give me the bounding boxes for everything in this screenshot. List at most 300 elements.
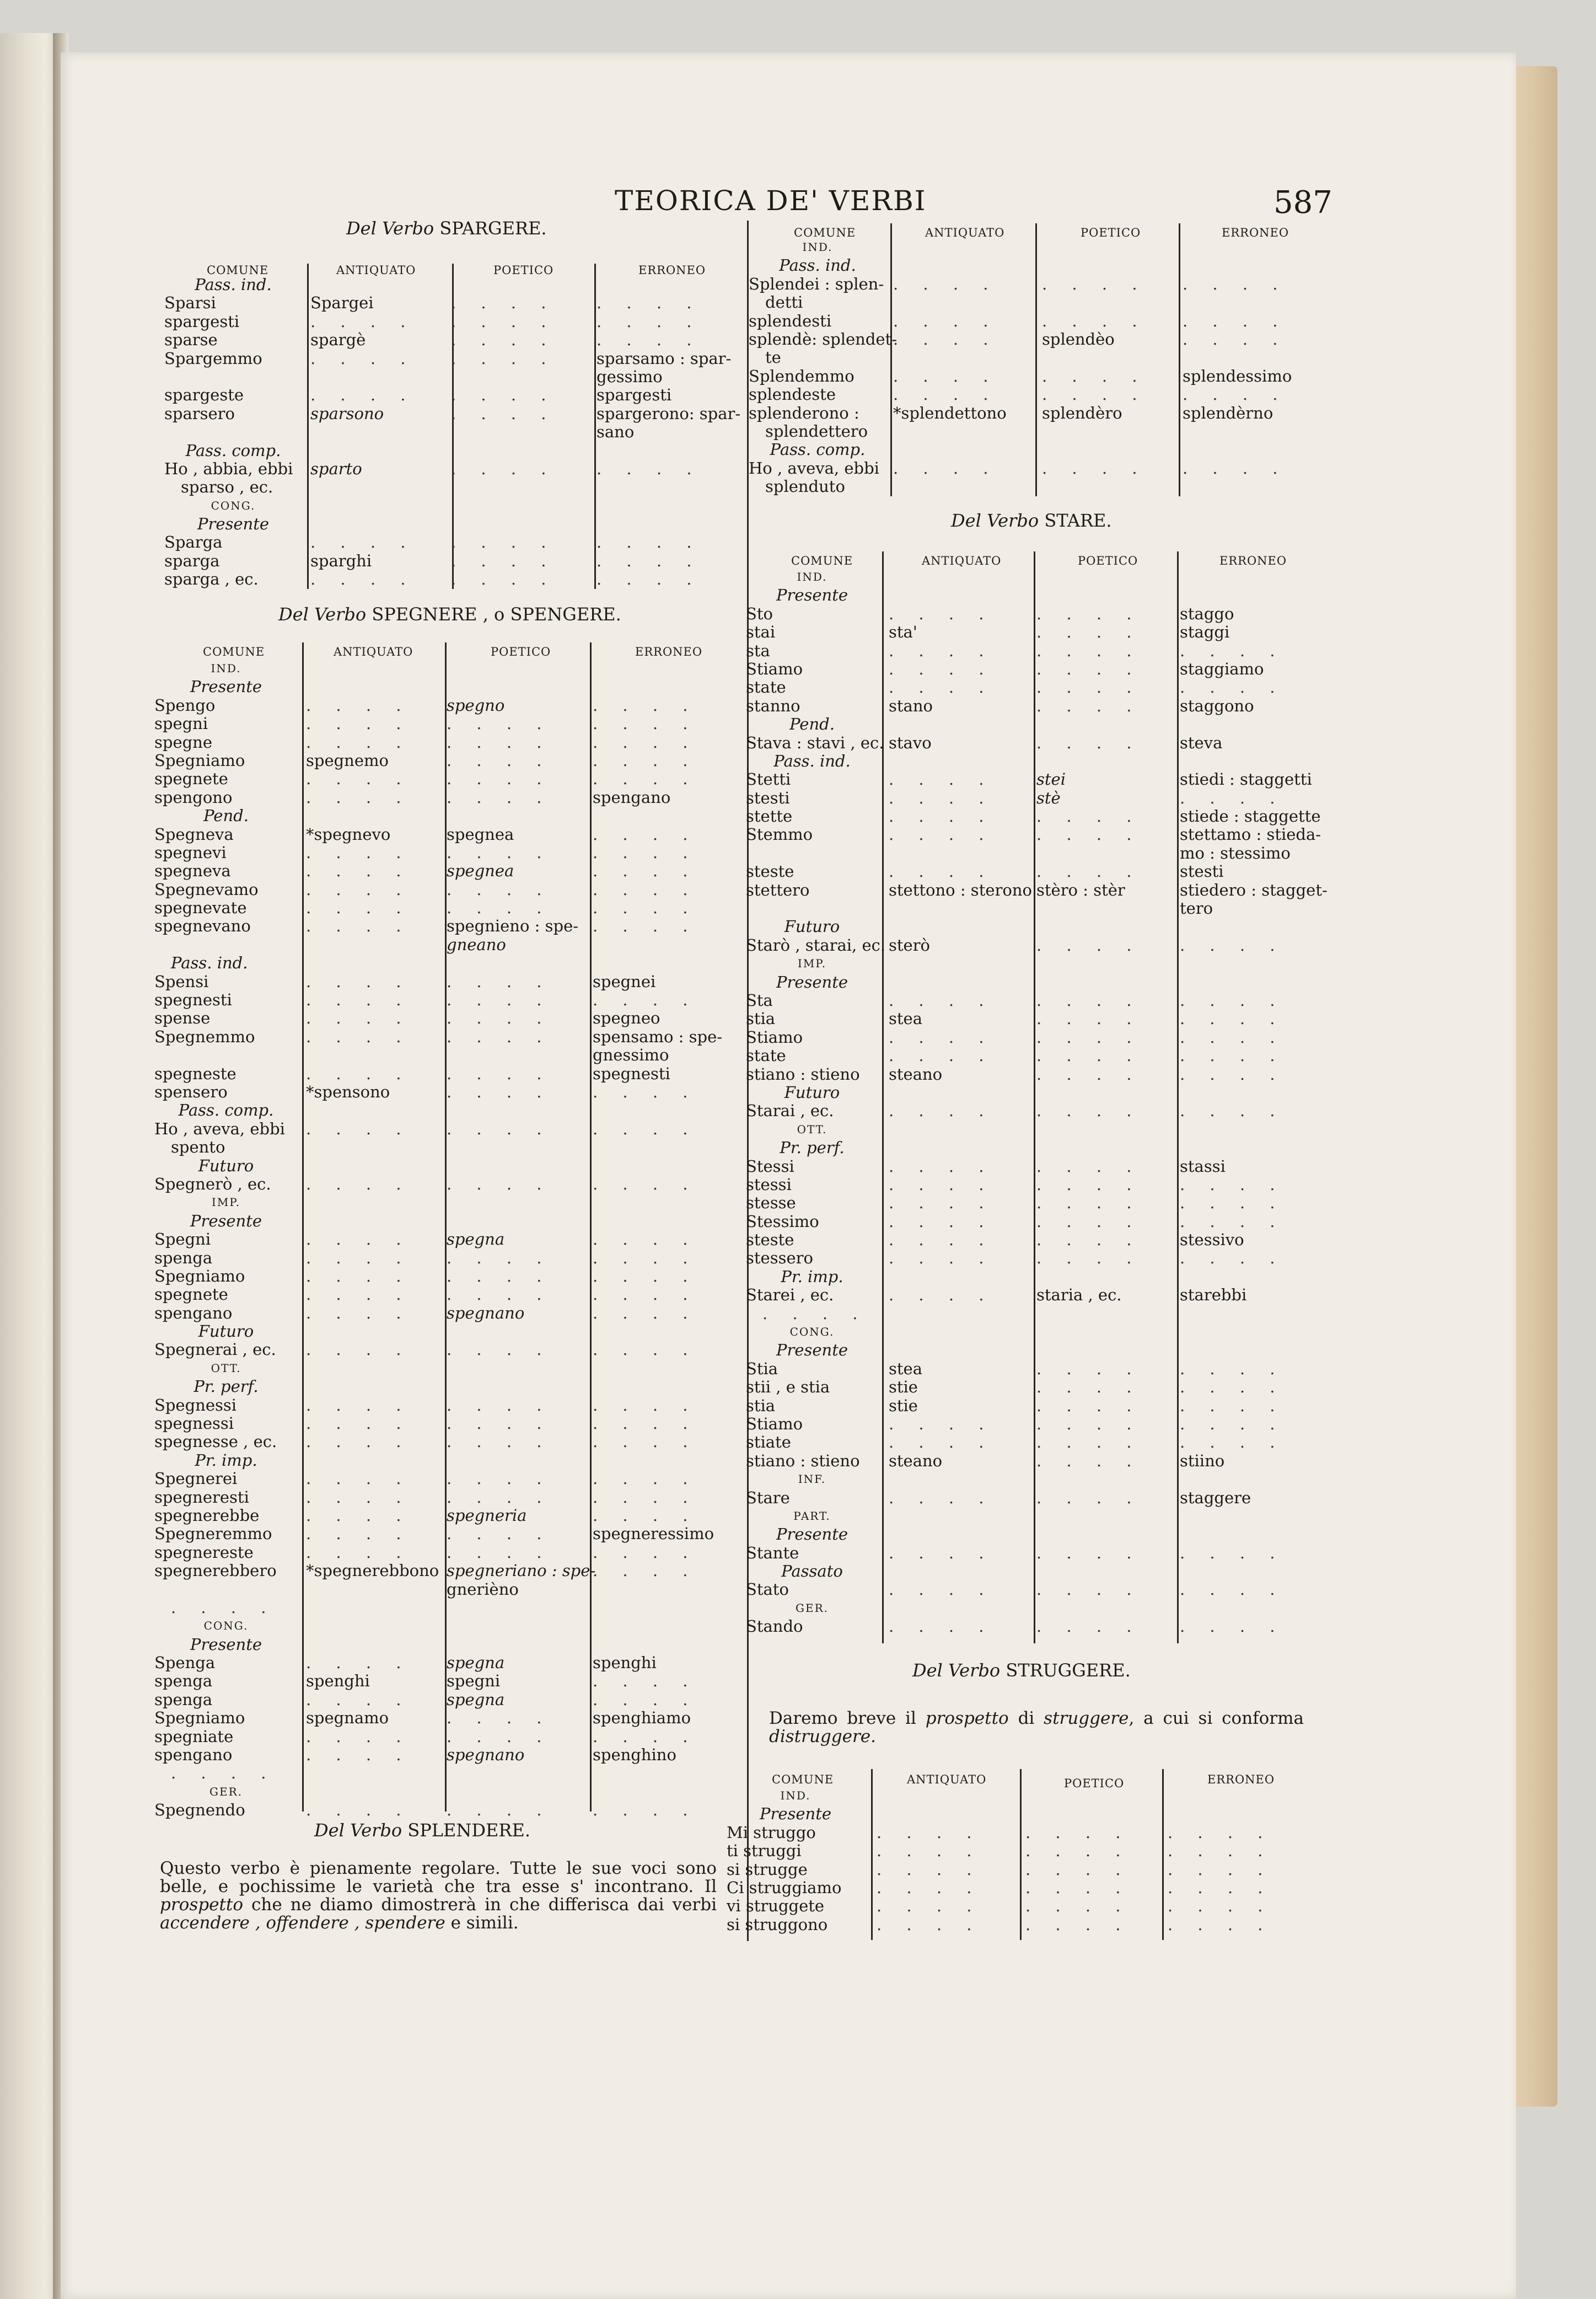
- form-comune: spenga: [154, 1690, 213, 1709]
- form-poetico: . . . .: [447, 1395, 552, 1414]
- form-comune: Ci struggiamo: [727, 1878, 842, 1897]
- form-poetico: . . . .: [1036, 1248, 1142, 1268]
- col-header-antiquato: ANTIQUATO: [907, 1773, 987, 1786]
- form-antiquato: . . . .: [889, 1046, 994, 1065]
- form-comune: Starai , ec.: [746, 1101, 834, 1121]
- form-poetico: . . . .: [447, 1469, 552, 1488]
- form-antiquato: spenghi: [306, 1671, 370, 1691]
- col-header-comune: COMUNE: [791, 554, 853, 567]
- col-header-erroneo: ERRONEO: [1222, 226, 1289, 239]
- form-antiquato: . . . .: [889, 1101, 994, 1121]
- form-comune: spegnevano: [154, 917, 251, 936]
- section-title-struggere: Del Verbo STRUGGERE.: [912, 1660, 1131, 1681]
- form-erroneo: . . . .: [593, 880, 698, 899]
- form-comune: sta: [746, 641, 770, 660]
- form-comune: Stia: [746, 1359, 778, 1378]
- form-poetico: spegno: [447, 695, 505, 715]
- col-header-antiquato: ANTIQUATO: [925, 226, 1005, 239]
- form-erroneo: sparsamo : spar-: [597, 349, 732, 368]
- form-antiquato: . . . .: [306, 843, 411, 862]
- col-header-comune: COMUNE: [772, 1773, 834, 1786]
- form-antiquato: . . . .: [306, 990, 411, 1010]
- form-poetico: . . . .: [447, 990, 552, 1010]
- form-comune: steste: [746, 862, 794, 881]
- form-comune: Spegnerei: [154, 1469, 238, 1488]
- form-comune: stiano : stieno: [746, 1064, 860, 1084]
- form-antiquato: . . . .: [877, 1915, 982, 1934]
- form-erroneo: . . . .: [593, 1727, 698, 1746]
- form-erroneo: . . . .: [593, 824, 698, 844]
- form-comune: stessero: [746, 1248, 813, 1268]
- form-erroneo: staggi: [1180, 623, 1230, 642]
- form-antiquato: . . . .: [889, 788, 994, 807]
- form-erroneo: staggiamo: [1180, 659, 1264, 678]
- form-comune: stettero: [746, 880, 810, 899]
- form-antiquato: stie: [889, 1378, 918, 1397]
- section-title-spargere: Del Verbo SPARGERE.: [346, 218, 547, 239]
- form-comune: spegnete: [154, 769, 228, 789]
- form-comune: state: [746, 1046, 786, 1065]
- form-antiquato: *spensono: [306, 1082, 390, 1101]
- form-erroneo: . . . .: [1180, 1359, 1285, 1378]
- form-erroneo: . . . .: [1180, 1433, 1285, 1452]
- column-rule: [302, 642, 304, 1812]
- form-poetico: . . . .: [451, 349, 556, 368]
- form-antiquato: spargè: [310, 330, 366, 350]
- form-comune: Stava : stavi , ec.: [746, 733, 884, 752]
- form-antiquato: . . . .: [306, 1505, 411, 1525]
- form-comune: Stando: [746, 1617, 803, 1636]
- form-erroneo: . . . .: [593, 1671, 698, 1691]
- form-poetico: . . . .: [447, 1027, 552, 1046]
- form-antiquato: . . . .: [306, 1119, 411, 1138]
- form-comune: stii , e stia: [746, 1378, 830, 1397]
- form-erroneo: . . . .: [1168, 1841, 1273, 1861]
- form-erroneo: . . . .: [597, 293, 702, 313]
- form-poetico: . . . .: [447, 1340, 552, 1359]
- form-erroneo: . . . .: [593, 898, 698, 918]
- tense-heading: Presente: [776, 1341, 848, 1360]
- form-antiquato: . . . .: [306, 1064, 411, 1083]
- form-poetico: . . . .: [447, 972, 552, 991]
- form-poetico: gneano: [447, 935, 506, 954]
- form-comune: Spegnerò , ec.: [154, 1174, 271, 1193]
- tense-heading: Futuro: [784, 917, 840, 936]
- form-comune: . . . .: [171, 1598, 276, 1617]
- column-rule: [871, 1769, 873, 1940]
- form-erroneo: . . . .: [1180, 641, 1285, 660]
- form-comune: spegnevi: [154, 843, 227, 862]
- tense-heading: Pass. ind.: [195, 275, 272, 294]
- struggere-paragraph: Daremo breve il prospetto di struggere, a cui si conforma distruggere.: [769, 1708, 1304, 1746]
- form-poetico: splendèro: [1042, 403, 1122, 422]
- form-poetico: . . . .: [1036, 659, 1142, 678]
- form-erroneo: . . . .: [1180, 990, 1285, 1010]
- form-antiquato: . . . .: [306, 1009, 411, 1028]
- form-antiquato: . . . .: [889, 659, 994, 678]
- form-erroneo: . . . .: [593, 1340, 698, 1359]
- form-erroneo: stiede : staggette: [1180, 807, 1321, 826]
- form-antiquato: . . . .: [889, 1414, 994, 1433]
- form-poetico: . . . .: [1036, 623, 1142, 642]
- form-antiquato: . . . .: [877, 1859, 982, 1879]
- form-antiquato: . . . .: [306, 861, 411, 881]
- form-comune: stia: [746, 1396, 776, 1415]
- form-poetico: . . . .: [1036, 1009, 1142, 1028]
- form-antiquato: . . . .: [306, 1653, 411, 1673]
- form-erroneo: . . . .: [593, 1285, 698, 1304]
- form-antiquato: . . . .: [889, 641, 994, 660]
- column-rule: [890, 223, 892, 496]
- tense-heading: Futuro: [198, 1156, 254, 1175]
- col-header-erroneo: ERRONEO: [1207, 1773, 1275, 1786]
- form-antiquato: . . . .: [306, 1174, 411, 1193]
- form-comune: Starò , starai, ec.: [746, 935, 886, 955]
- form-antiquato: . . . .: [889, 1580, 994, 1599]
- form-comune: spegnevate: [154, 898, 247, 918]
- mood-heading: IND.: [211, 662, 241, 675]
- col-header-poetico: POETICO: [493, 264, 554, 277]
- form-comune: stesti: [746, 788, 790, 807]
- form-erroneo: gessimo: [597, 367, 663, 386]
- form-poetico: . . . .: [1036, 1543, 1142, 1562]
- form-erroneo: splendèrno: [1183, 403, 1273, 422]
- form-comune: detti: [765, 293, 803, 312]
- mood-heading: OTT.: [211, 1361, 241, 1375]
- form-erroneo: . . . .: [1180, 1193, 1285, 1213]
- mood-heading: PART.: [793, 1509, 831, 1523]
- form-antiquato: . . . .: [889, 1488, 994, 1507]
- column-rule: [307, 264, 309, 589]
- form-antiquato: . . . .: [889, 862, 994, 881]
- tense-heading: Presente: [776, 1525, 848, 1544]
- form-antiquato: . . . .: [889, 1027, 994, 1047]
- form-antiquato: . . . .: [889, 1543, 994, 1562]
- col-header-antiquato: ANTIQUATO: [334, 645, 413, 658]
- form-antiquato: . . . .: [877, 1841, 982, 1861]
- form-erroneo: . . . .: [1168, 1896, 1273, 1916]
- form-antiquato: . . . .: [306, 1727, 411, 1746]
- form-poetico: staria , ec.: [1036, 1285, 1122, 1305]
- form-antiquato: . . . .: [877, 1878, 982, 1897]
- form-antiquato: . . . .: [306, 1800, 411, 1820]
- form-poetico: stèro : stèr: [1036, 880, 1125, 899]
- form-erroneo: spenghiamo: [593, 1708, 691, 1728]
- form-erroneo: . . . .: [593, 1414, 698, 1433]
- form-antiquato: . . . .: [889, 807, 994, 826]
- form-poetico: . . . .: [451, 570, 556, 589]
- form-erroneo: . . . .: [593, 917, 698, 936]
- form-antiquato: . . . .: [893, 458, 998, 478]
- form-erroneo: spegnesti: [593, 1064, 670, 1083]
- form-poetico: . . . .: [1036, 604, 1142, 623]
- form-antiquato: . . . .: [310, 349, 416, 368]
- form-comune: spegniate: [154, 1727, 234, 1746]
- mood-heading: CONG.: [203, 1619, 249, 1633]
- form-erroneo: . . . .: [1168, 1878, 1273, 1897]
- form-poetico: . . . .: [1036, 862, 1142, 881]
- form-poetico: spegnano: [447, 1303, 525, 1322]
- form-antiquato: . . . .: [306, 1524, 411, 1544]
- form-antiquato: . . . .: [889, 1193, 994, 1213]
- form-poetico: . . . .: [1036, 1027, 1142, 1047]
- mood-heading: INF.: [798, 1472, 826, 1486]
- col-header-comune: COMUNE: [203, 645, 265, 658]
- form-poetico: . . . .: [1036, 1617, 1142, 1636]
- form-poetico: splendèo: [1042, 329, 1115, 349]
- form-erroneo: . . . .: [1168, 1823, 1273, 1842]
- column-rule: [1179, 223, 1180, 496]
- form-antiquato: . . . .: [306, 732, 411, 752]
- form-erroneo: . . . .: [1168, 1915, 1273, 1934]
- form-antiquato: . . . .: [893, 329, 998, 349]
- form-comune: stiano : stieno: [746, 1451, 860, 1470]
- tense-heading: Presente: [759, 1804, 832, 1824]
- form-comune: sparse: [164, 330, 218, 350]
- form-antiquato: . . . .: [306, 1230, 411, 1249]
- form-comune: si strugge: [727, 1859, 808, 1879]
- tense-heading: Futuro: [784, 1082, 840, 1102]
- form-antiquato: . . . .: [893, 274, 998, 293]
- form-erroneo: . . . .: [1180, 935, 1285, 955]
- form-comune: spargesti: [164, 312, 240, 331]
- form-comune: splendesti: [749, 311, 832, 330]
- form-comune: Spegniamo: [154, 751, 245, 770]
- form-poetico: . . . .: [1036, 1488, 1142, 1507]
- form-poetico: . . . .: [1036, 1193, 1142, 1213]
- form-poetico: . . . .: [1025, 1878, 1131, 1897]
- form-erroneo: spensamo : spe-: [593, 1027, 723, 1046]
- form-comune: spegnessi: [154, 1414, 234, 1433]
- tense-heading: Presente: [197, 515, 270, 534]
- form-antiquato: Spargei: [310, 293, 374, 313]
- form-erroneo: . . . .: [593, 1174, 698, 1193]
- form-antiquato: . . . .: [889, 678, 994, 697]
- form-comune: Ho , aveva, ebbi: [749, 458, 879, 478]
- form-erroneo: . . . .: [1180, 1378, 1285, 1397]
- form-comune: Spegniamo: [154, 1708, 245, 1728]
- form-erroneo: . . . .: [1180, 1543, 1285, 1562]
- column-rule: [594, 264, 596, 589]
- form-erroneo: . . . .: [597, 551, 702, 570]
- form-poetico: . . . .: [1036, 825, 1142, 844]
- tense-heading: Pass. comp.: [770, 440, 866, 459]
- form-comune: Spegnessi: [154, 1395, 237, 1414]
- form-poetico: gnerièno: [447, 1579, 519, 1599]
- form-antiquato: *spegnevo: [306, 824, 391, 844]
- form-antiquato: . . . .: [306, 1487, 411, 1507]
- mood-heading: IND.: [802, 240, 833, 254]
- col-header-poetico: POETICO: [1064, 1777, 1125, 1790]
- form-antiquato: stie: [889, 1396, 918, 1415]
- form-poetico: . . . .: [447, 787, 552, 807]
- tense-heading: Pend.: [789, 715, 835, 734]
- form-comune: Spensi: [154, 972, 209, 991]
- form-poetico: . . . .: [1036, 641, 1142, 660]
- tense-heading: Pr. perf.: [780, 1138, 845, 1157]
- form-poetico: . . . .: [1042, 458, 1147, 478]
- form-erroneo: starebbi: [1180, 1285, 1247, 1305]
- form-erroneo: . . . .: [1180, 1248, 1285, 1268]
- form-antiquato: . . . .: [889, 1433, 994, 1452]
- form-poetico: spegnieno : spe-: [447, 917, 579, 936]
- form-antiquato: stano: [889, 696, 933, 715]
- form-erroneo: . . . .: [1183, 311, 1288, 330]
- form-erroneo: spargesti: [597, 385, 672, 405]
- form-antiquato: . . . .: [893, 366, 998, 385]
- form-poetico: . . . .: [1036, 1433, 1142, 1452]
- form-comune: Splendemmo: [749, 366, 855, 385]
- tense-heading: Pass. ind.: [779, 256, 856, 275]
- form-antiquato: . . . .: [306, 917, 411, 936]
- form-erroneo: . . . .: [1183, 329, 1288, 349]
- form-poetico: . . . .: [447, 1248, 552, 1267]
- col-header-poetico: POETICO: [1081, 226, 1141, 239]
- form-comune: splenderono :: [749, 403, 859, 422]
- form-comune: ti struggi: [727, 1841, 802, 1861]
- form-erroneo: spenghi: [593, 1653, 657, 1673]
- form-antiquato: . . . .: [306, 1340, 411, 1359]
- form-antiquato: . . . .: [306, 1690, 411, 1709]
- form-antiquato: . . . .: [306, 1027, 411, 1046]
- form-comune: spegnereste: [154, 1542, 254, 1562]
- form-poetico: . . . .: [1036, 696, 1142, 715]
- form-poetico: . . . .: [1036, 1451, 1142, 1470]
- mood-heading: CONG.: [789, 1325, 835, 1339]
- form-poetico: . . . .: [447, 1800, 552, 1820]
- form-poetico: . . . .: [1036, 1378, 1142, 1397]
- form-antiquato: . . . .: [306, 1285, 411, 1304]
- form-erroneo: . . . .: [593, 1432, 698, 1451]
- form-erroneo: . . . .: [593, 861, 698, 881]
- form-antiquato: sterò: [889, 935, 931, 955]
- form-erroneo: . . . .: [593, 1119, 698, 1138]
- form-poetico: . . . .: [447, 898, 552, 918]
- page-number: 587: [1273, 185, 1332, 221]
- form-comune: Stessi: [746, 1156, 794, 1176]
- form-antiquato: sta': [889, 623, 917, 642]
- col-header-erroneo: ERRONEO: [1219, 554, 1287, 567]
- tense-heading: Futuro: [198, 1322, 254, 1341]
- form-poetico: . . . .: [1036, 1396, 1142, 1415]
- form-poetico: . . . .: [1025, 1823, 1131, 1842]
- form-erroneo: . . . .: [593, 1230, 698, 1249]
- form-comune: splendè: splendet-: [749, 329, 898, 349]
- form-comune: spegneva: [154, 861, 231, 881]
- form-comune: spento: [171, 1138, 225, 1157]
- column-rule: [590, 642, 592, 1812]
- form-comune: stai: [746, 623, 776, 642]
- form-poetico: . . . .: [447, 714, 552, 733]
- form-antiquato: . . . .: [306, 787, 411, 807]
- tense-heading: Pass. ind.: [773, 751, 851, 770]
- form-erroneo: . . . .: [597, 459, 702, 478]
- col-header-comune: COMUNE: [794, 226, 856, 239]
- form-antiquato: spegnamo: [306, 1708, 389, 1728]
- form-comune: stessi: [746, 1175, 792, 1194]
- tense-heading: Pass. comp.: [185, 441, 281, 460]
- tense-heading: Pr. imp.: [781, 1267, 843, 1286]
- form-comune: Ho , abbia, ebbi: [164, 459, 293, 478]
- form-antiquato: . . . .: [306, 1432, 411, 1451]
- form-antiquato: . . . .: [889, 770, 994, 789]
- form-comune: spengono: [154, 787, 233, 807]
- form-comune: Sto: [746, 604, 773, 623]
- form-erroneo: steva: [1180, 733, 1223, 752]
- form-comune: Stare: [746, 1488, 790, 1507]
- form-comune: Spegneva: [154, 824, 234, 844]
- tense-heading: Presente: [190, 677, 262, 696]
- form-poetico: . . . .: [451, 404, 556, 423]
- form-erroneo: stiedi : staggetti: [1180, 770, 1312, 789]
- form-antiquato: spegnemo: [306, 751, 389, 770]
- form-erroneo: . . . .: [1183, 274, 1288, 293]
- form-poetico: . . . .: [451, 385, 556, 405]
- form-erroneo: . . . .: [593, 1487, 698, 1507]
- form-comune: spense: [154, 1009, 211, 1028]
- form-erroneo: . . . .: [593, 1505, 698, 1525]
- form-antiquato: . . . .: [893, 385, 998, 404]
- col-header-erroneo: ERRONEO: [638, 264, 706, 277]
- tense-heading: Presente: [190, 1635, 262, 1654]
- section-title-spegnere: Del Verbo SPEGNERE , o SPENGERE.: [278, 604, 621, 625]
- form-comune: spengano: [154, 1303, 233, 1322]
- col-header-comune: COMUNE: [207, 264, 269, 277]
- form-erroneo: stettamo : stieda-: [1180, 825, 1321, 844]
- form-comune: spenga: [154, 1248, 213, 1267]
- form-antiquato: . . . .: [889, 604, 994, 623]
- form-erroneo: . . . .: [1180, 1064, 1285, 1084]
- form-poetico: . . . .: [451, 533, 556, 552]
- form-antiquato: *splendettono: [893, 403, 1007, 422]
- form-comune: spegneste: [154, 1064, 237, 1083]
- form-poetico: stè: [1036, 788, 1061, 807]
- form-comune: Stiamo: [746, 1414, 803, 1433]
- form-erroneo: spargerono: spar-: [597, 404, 741, 423]
- running-header: TEORICA DE' VERBI: [615, 185, 927, 217]
- form-antiquato: sparsono: [310, 404, 384, 423]
- form-comune: Spegnendo: [154, 1800, 245, 1820]
- col-header-erroneo: ERRONEO: [635, 645, 703, 658]
- form-poetico: . . . .: [447, 1082, 552, 1101]
- form-poetico: . . . .: [447, 769, 552, 789]
- form-comune: Starei , ec.: [746, 1285, 834, 1305]
- form-antiquato: *spegnerebbono: [306, 1561, 439, 1580]
- form-antiquato: . . . .: [310, 533, 416, 552]
- form-erroneo: stiino: [1180, 1451, 1225, 1470]
- form-antiquato: . . . .: [306, 714, 411, 733]
- form-antiquato: . . . .: [306, 972, 411, 991]
- form-antiquato: . . . .: [889, 1285, 994, 1305]
- form-comune: Spargemmo: [164, 349, 262, 368]
- form-antiquato: sparto: [310, 459, 362, 478]
- mood-heading: IND.: [797, 570, 827, 583]
- form-antiquato: . . . .: [310, 312, 416, 331]
- form-comune: vi struggete: [727, 1896, 825, 1916]
- form-antiquato: . . . .: [889, 825, 994, 844]
- form-poetico: spegnea: [447, 861, 514, 881]
- form-erroneo: . . . .: [1180, 788, 1285, 807]
- form-comune: Stante: [746, 1543, 799, 1562]
- form-erroneo: . . . .: [1180, 1617, 1285, 1636]
- form-erroneo: . . . .: [597, 570, 702, 589]
- form-comune: Stessimo: [746, 1212, 819, 1231]
- form-poetico: . . . .: [1042, 274, 1147, 293]
- form-erroneo: stesti: [1180, 862, 1224, 881]
- form-comune: spegni: [154, 714, 208, 733]
- form-erroneo: tero: [1180, 899, 1213, 918]
- form-poetico: . . . .: [447, 732, 552, 752]
